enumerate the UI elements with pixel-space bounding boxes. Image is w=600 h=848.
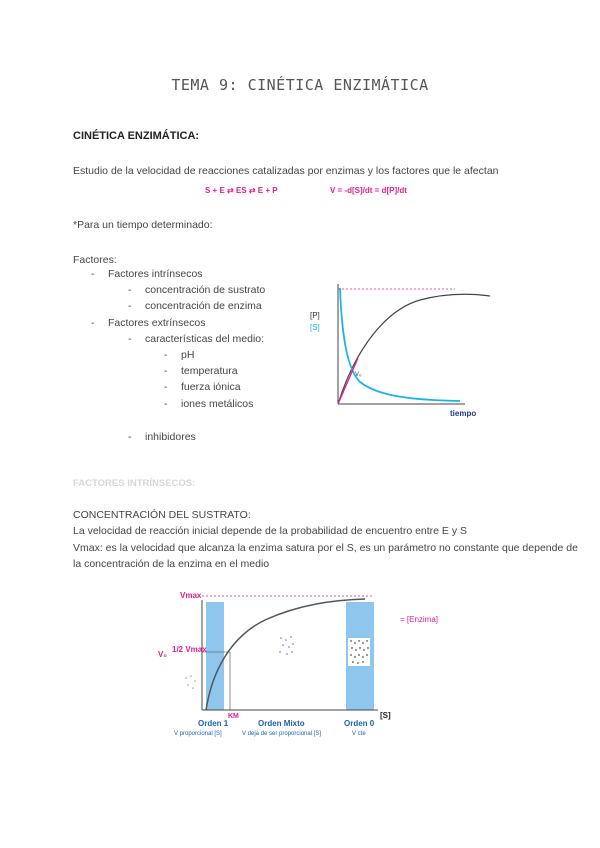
v0-label: V₀ [355, 372, 362, 378]
bullet-dash: - [164, 365, 168, 377]
bullet-dash: - [91, 268, 95, 280]
v0-axis-label: V₀ [158, 650, 167, 659]
enzyme-dots-saturated [348, 638, 370, 666]
x-label-tiempo: tiempo [450, 409, 477, 418]
bullet-dash: - [164, 349, 168, 361]
intrinsic-factors: Factores intrínsecos [108, 268, 203, 280]
enzyme-legend: = [Enzima] [400, 615, 439, 624]
section-heading-cinetica: CINÉTICA ENZIMÁTICA: [73, 130, 200, 142]
body-line: Vmax: es la velocidad que alcanza la enzima satura por el S, es un parámetro no constante que depende de [73, 542, 578, 554]
michaelis-menten-chart [150, 582, 460, 742]
reaction-equation: S + E ⇄ ES ⇄ E + P [205, 186, 278, 195]
medium-item: temperatura [181, 365, 238, 377]
medium-item: fuerza iónica [181, 381, 241, 393]
rate-equation: V = -d[S]/dt = d[P]/dt [330, 186, 407, 195]
faint-heading: FACTORES INTRÍNSECOS: [73, 478, 196, 489]
product-curve [338, 294, 490, 404]
substrate-curve [340, 288, 460, 401]
order0-desc: V cte [352, 731, 366, 737]
note-text: *Para un tiempo determinado: [73, 219, 213, 231]
page-title: TEMA 9: CINÉTICA ENZIMÁTICA [171, 76, 429, 94]
bullet-dash: - [164, 381, 168, 393]
intrinsic-item: concentración de sustrato [145, 284, 266, 296]
half-vmax-label: 1/2 Vmax [172, 645, 207, 654]
order-mixed-label: Orden Mixto [258, 719, 305, 728]
km-label: KM [228, 713, 239, 720]
bullet-dash: - [128, 300, 132, 312]
intrinsic-item: concentración de enzima [145, 300, 262, 312]
bullet-dash: - [91, 317, 95, 329]
medium-characteristics: características del medio: [145, 333, 265, 345]
extrinsic-factors: Factores extrínsecos [108, 317, 206, 329]
bullet-dash: - [128, 431, 132, 443]
body-line: la concentración de la enzima en el medio [73, 558, 270, 570]
order0-label: Orden 0 [344, 719, 375, 728]
bullet-dash: - [128, 333, 132, 345]
intro-text: Estudio de la velocidad de reacciones catalizadas por enzimas y los factores que le afectan [73, 165, 499, 177]
body-line: La velocidad de reacción inicial depende de la probabilidad de encuentro entre E y S [73, 525, 468, 537]
kinetics-time-chart [300, 280, 500, 425]
order-mixed-desc: V deja de ser proporcional [S] [242, 731, 322, 737]
order1-label: Orden 1 [198, 719, 229, 728]
inhibitors: inhibidores [145, 431, 196, 443]
initial-rate-tangent [338, 358, 358, 404]
subheading-substrate: CONCENTRACIÓN DEL SUSTRATO: [73, 509, 251, 521]
y-label-p: [P] [310, 311, 320, 320]
bullet-dash: - [164, 398, 168, 410]
vmax-label: Vmax [180, 591, 202, 600]
x-label-s: [S] [380, 711, 391, 720]
medium-item: iones metálicos [181, 398, 254, 410]
dots-low [185, 675, 196, 689]
medium-item: pH [181, 349, 195, 361]
bullet-dash: - [128, 284, 132, 296]
order1-desc: V proporcional [S] [174, 731, 222, 737]
factors-label: Factores: [73, 254, 117, 266]
y-label-s: [S] [310, 323, 320, 332]
